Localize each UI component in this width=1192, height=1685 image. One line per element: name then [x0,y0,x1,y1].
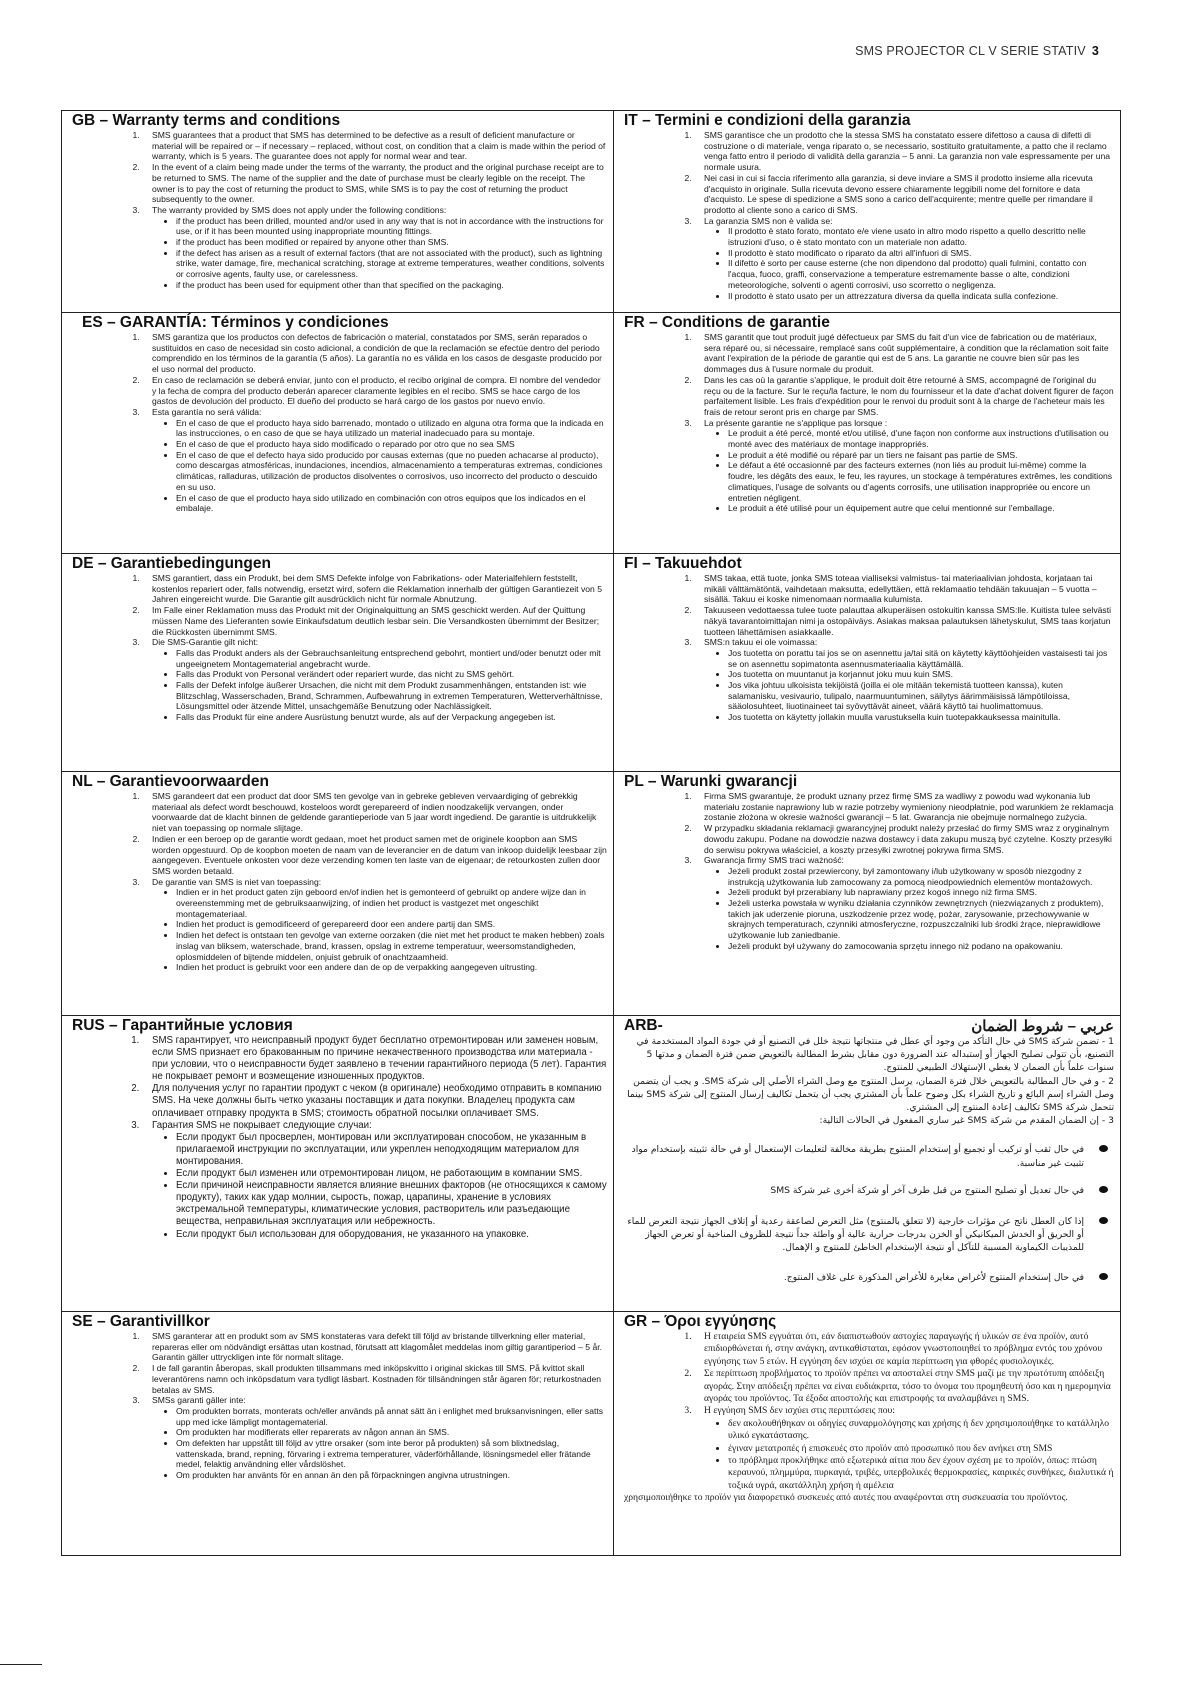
exclusion-item: • το πρόβλημα προκλήθηκε από εξωτερικά αίτια που δεν έχουν σχέση με το προϊόν, όπως: πτώση κεραυνού, πλημμύρα, πυρκαγιά, τριβές, υπερβολικές θερμοκρασίες, καιρικές συνθήκες, διαλυτικά ή τοξικά υγρά, ακατάλληλη χρήση ή αμέλεια [728,1455,1114,1492]
exclusion-list [152,418,607,514]
arb-bullet: إذا كان العطل ناتج عن مؤثرات خارجية (لا تتعلق بالمنتوج) مثل التعرض لصاعقة رعدية أو إتلاف الجهاز نتيجة التعرض للماء أو الحريق أو الخدش الميكانيكي أو الخزن بدرجات حرارية عالية أو واطئة جداً نتيجة للظروف المناخية أو تعرض الجهاز للمذيبات الكيماوية المسببة للتآكل أو نتيجة الإستخدام الخاطئ للمنتوج و الإهمال. [624,1215,1114,1255]
section-title: FI – Takuuehdot [624,555,742,572]
exclusion-list [152,1406,607,1481]
exclusion-item: • Il prodotto è stato usato per un attrezzatura diversa da quella indicata sulla confezione. [728,291,1114,302]
term-text: SMS:n takuu ei ole voimassa: [704,637,818,648]
exclusion-list [704,648,1114,723]
section-pl [613,771,1120,1015]
exclusion-item: • έγιναν μετατροπές ή επισκευές στο προϊόν από προσωπικό που δεν ανήκει στη SMS [728,1443,1114,1455]
section-se [61,1311,613,1555]
term-text: Gwarancja firmy SMS traci ważność: [704,855,844,866]
terms-list [72,332,607,514]
terms-list [72,791,607,973]
term-item: 2. W przypadku składania reklamacji gwarancyjnej produkt należy przesłać do firmy SMS wraz z oryginalnym dowodu zakupu. Podane na dowodzie nazwa dostawcy i data zakupu muszą być czytelne. Koszty przesyłki do serwisu pokrywa właściciel, a koszty przesyłki zwrotnej pokrywa firma SMS. [694,823,1114,855]
exclusion-item: • Jos tuotetta on muuntanut ja korjannut joku muu kuin SMS. [728,669,1114,680]
term-item: 2. Dans les cas où la garantie s'applique, le produit doit être retourné à SMS, accompagné de l'original du reçu ou de la facture. Sur le reçu/la facture, le nom du fournisseur et la date d'achat doivent figurer de façon parfaitement lisible. Les frais d'expédition pour le renvoi du produit sont à la charge de l'acheteur mais les frais de retour seront pris en charge par SMS. [694,375,1114,418]
exclusion-item: • δεν ακολουθήθηκαν οι οδηγίες συναρμολόγησης και χρήσης ή δεν χρησιμοποιήθηκε το κατάλληλο υλικό εγκατάστασης. [728,1418,1114,1443]
section-title: PL – Warunki gwarancji [624,773,798,790]
term-continuation: χρησιμοποιήθηκε το προϊόν για διαφορετικό συσκευές από αυτές που αναφέρονται στη συσκευασία του προϊόντος. [624,1492,1068,1504]
terms-list [72,573,607,723]
section-arb [613,1015,1120,1311]
section-es [61,312,613,553]
term-item [694,216,1114,302]
term-item [694,1405,1114,1492]
exclusion-item: • Om produkten borrats, monterats och/eller används på annat sätt än i enlighet med bruksanvisningen, eller satts upp med icke lämpligt montagematerial. [176,1406,607,1427]
term-text: Гарантия SMS не покрывает следующие случаи: [152,1119,372,1131]
section-title: GR – Όροι εγγύησης [624,1313,777,1330]
arb-paragraph: 3 - إن الضمان المقدم من شركة SMS غير ساري المفعول في الحالات التالية: [819,1115,1114,1127]
term-text: SMSs garanti gäller inte: [152,1395,246,1406]
exclusion-item: • Om produkten har modifierats eller reparerats av någon annan än SMS. [176,1427,607,1438]
exclusion-item: • Indien het defect is ontstaan ten gevolge van externe oorzaken (die niet met het product te maken hebben) zoals inslag van bliksem, waterschade, brand, krassen, opslag in extreme temperatuur, weersomstandigheden, oplosmiddelen of bijtende middelen, onjuist gebruik of onachtzaamheid. [176,930,607,962]
exclusion-item: • En el caso de que el producto haya sido utilizado en combinación con otros equipos que los indicados en el embalaje. [176,493,607,514]
terms-list [624,332,1114,514]
term-text: La présente garantie ne s'applique pas lorsque : [704,417,888,428]
section-title: SE – Garantivillkor [72,1313,210,1330]
term-item: 2. I de fall garantin åberopas, skall produkten tillsammans med inköpskvitto i original skickas till SMS. På kvittot skall leverantörens namn och inköpsdatum vara tydligt läsbart. Kostnaden för tillsändningen står ägaren för; returkostnaden betalas av SMS. [142,1363,607,1395]
exclusion-item: • Если продукт был использован для оборудования, не указанного на упаковке. [176,1229,607,1241]
exclusion-item: • En el caso de que el defecto haya sido producido por causas externas (que no pueden achacarse al producto), como descargas atmosféricas, inundaciones, incendios, almacenamiento a temperaturas extremas, condiciones climáticas, ralladuras, utilización de productos disolventes o corrosivos, uso incorrecto del producto o descuido en su uso. [176,450,607,493]
section-fi [613,553,1120,771]
section-title: IT – Termini e condizioni della garanzia [624,112,911,129]
section-title: عربي – شروط الضمان [971,1018,1114,1035]
exclusion-item: • En el caso de que el producto haya sido barrenado, montado o utilizado en alguna otra forma que la indicada en las instrucciones, o en caso de que se haya utilizado un material inadecuado para su montaje. [176,418,607,439]
term-text: De garantie van SMS is niet van toepassing: [152,876,322,887]
exclusion-item: • if the product has been modified or repaired by anyone other than SMS. [176,237,607,248]
section-it [613,111,1120,312]
term-item [694,855,1114,951]
exclusion-item: • Le produit a été utilisé pour un équipement autre que celui mentionné sur l'emballage. [728,503,1114,514]
exclusion-list [704,226,1114,301]
section-title: FR – Conditions de garantie [624,314,830,331]
arb-bullet: في حال إستخدام المنتوج لأغراض مغايرة للأغراض المذكورة على غلاف المنتوج. [624,1271,1114,1284]
exclusion-item: • if the product has been drilled, mounted and/or used in any way that is not in accordance with the instructions for use, or if it has been mounted using inappropriate mounting fittings. [176,216,607,237]
exclusion-item: • if the product has been used for equipment other than that specified on the packaging. [176,280,607,291]
term-item: 1. SMS garantisce che un prodotto che la stessa SMS ha constatato essere difettoso a causa di difetti di costruzione o di materiale, venga riparato o, se necessario, sostituito gratuitamente, a patto che il reclamo venga fatto entro il periodo di validità della garanzia – 5 anni. La garanzia non vale espressamente per una normale usura. [694,130,1114,173]
exclusion-item: • Om defekten har uppstått till följd av yttre orsaker (som inte beror på produkten) så som blixtnedslag, vattenskada, brand, repning, förvaring i extrema temperaturer, väderförhållande, lösningsmedel eller frätande medel, felaktig användning eller vårdslöshet. [176,1438,607,1470]
exclusion-item: • Le défaut a été occasionné par des facteurs externes (non liés au produit lui-même) comme la foudre, les dégâts des eaux, le feu, les rayures, un stockage à températures extrêmes, les conditions climatiques, l'usage de solvants ou d'agents corrosifs, une utilisation inappropriée ou encore un entretien négligent. [728,460,1114,503]
document-title: SMS PROJECTOR CL V SERIE STATIV [855,44,1086,58]
term-text: Esta garantía no será válida: [152,406,262,417]
term-item: 1. Η εταιρεία SMS εγγυάται ότι, εάν διαπιστωθούν αστοχίες παραγωγής ή υλικών σε ένα προϊόν, αυτό επιδιορθώνεται ή, στην ανάγκη, αντικαθίσταται, εφόσον γνωστοποιηθεί το πρόβλημα εντός του χρόνου εγγύησης των 5 ετών. Η εγγύηση δεν ισχύει σε καμία περίπτωση για φθορές φυσιολογικές. [694,1331,1114,1368]
exclusion-list [152,648,607,723]
arb-bullet: في حال تعديل أو تصليح المنتوج من قبل طرف آخر أو شركة أخرى غير شركة SMS [624,1184,1114,1197]
term-item [142,1395,607,1481]
exclusion-list [704,428,1114,514]
exclusion-item: • Falls das Produkt für eine andere Ausrüstung benutzt wurde, als auf der Verpackung angegeben ist. [176,712,607,723]
arb-paragraph: 1 - تضمن شركة SMS في حال التأكد من وجود أي عطل في منتجاتها نتيجة خلل في التصنيع أو في جودة المواد المستخدمة في التصنيع، بأن تتولى تصليح الجهاز أو إستبداله عند الضرورة دون مقابل بشرط المطالبة بالتعويض ضمن فترة الضمان و مدتها 5 سنوات علماً بأن الضمان لا يغطي الإستهلاك الطبيعي للمنتوج. [636,1036,1114,1074]
exclusion-item: • Jos tuotetta on porattu tai jos se on asennettu ja/tai sitä on käytetty käyttöohjeiden vastaisesti tai jos se on asennettu sopimatonta asennusmateriaalia käyttämällä. [728,648,1114,669]
section-title: ES – GARANTÍA: Términos y condiciones [82,314,389,331]
term-item [142,205,607,291]
exclusion-item: • Если причиной неисправности является влияние внешних факторов (не относящихся к самому продукту), таких как удар молнии, сырость, пожар, царапины, хранение в условиях экстремальной температуры, климатические условия, растворитель или разъедающие вещества, неправильная эксплуатация или небрежность. [176,1180,607,1228]
term-item: 1. SMS garantiert, dass ein Produkt, bei dem SMS Defekte infolge von Fabrikations- oder Materialfehlern feststellt, kostenlos repariert oder, falls notwendig, ersetzt wird, sofern die Reklamation innerhalb der gültigen Garantiezeit von 5 Jahren eingereicht wurde. Die Garantie gilt ausdrücklich nicht für normale Abnutzung. [142,573,607,605]
terms-list [624,130,1114,301]
section-label: ARB- [624,1017,663,1034]
exclusion-item: • Falls das Produkt von Personal verändert oder repariert wurde, das nicht zu SMS gehört. [176,669,607,680]
terms-list [72,130,607,291]
exclusion-item: • Indien het product is gemodificeerd of gerepareerd door een andere partij dan SMS. [176,919,607,930]
exclusion-item: • Le produit a été percé, monté et/ou utilisé, d'une façon non conforme aux instructions d'utilisation ou monté avec des matériaux de montage inappropriés. [728,428,1114,449]
term-text: Η εγγύηση SMS δεν ισχύει στις περιπτώσεις που: [704,1405,895,1417]
terms-list [624,573,1114,723]
section-title: NL – Garantievoorwaarden [72,773,269,790]
exclusion-item: • Indien er in het product gaten zijn geboord en/of indien het is gemonteerd of gebruikt op andere wijze dan in overeenstemming met de gebruiksaanwijzing, of indien het product is vastgezet met ongeschikt montagemateriaal. [176,887,607,919]
warranty-grid [61,110,1121,1556]
term-item [694,418,1114,514]
term-item [142,407,607,514]
terms-list [624,791,1114,952]
exclusion-list [152,216,607,291]
arb-paragraph: 2 - و في حال المطالبة بالتعويض خلال فترة الضمان، يرسل المنتوج مع وصل الشراء الأصلي إلى شركة SMS. و يجب أن يتضمن وصل الشراء إسم البائع و تاريخ الشراء بكل وضوح علماً بأن المشتري يجب أن يتحمل تكاليف إرسال المنتوج إلى شركة SMS بينما تتحمل شركة SMS تكاليف إعادة المنتوج إلى المشتري. [627,1075,1114,1114]
exclusion-item: • Il difetto è sorto per cause esterne (che non dipendono dal prodotto) quali fulmini, contatto con l'acqua, fuoco, graffi, conservazione a temperature estremamente basse o alte, condizioni meteorologiche, solventi o agenti corrosivi, uso scorretto o negligenza. [728,258,1114,290]
term-item: 2. In the event of a claim being made under the terms of the warranty, the product and the original purchase receipt are to be returned to SMS. The name of the supplier and the date of purchase must be clearly legible on the receipt. The owner is to pay the cost of returning the product to SMS, while SMS is to pay the cost of returning the product subsequently to the owner. [142,162,607,205]
exclusion-item: • Falls das Produkt anders als der Gebrauchsanleitung entsprechend gebohrt, montiert und/oder benutzt oder mit ungeeignetem Montagematerial angebracht wurde. [176,648,607,669]
term-text: Die SMS-Garantie gilt nicht: [152,637,259,648]
exclusion-item: • Jos tuotetta on käytetty jollakin muulla varustuksella kuin tuotepakkauksessa mainitulla. [728,712,1114,723]
term-item: 2. Σε περίπτωση προβλήματος το προϊόν πρέπει να αποσταλεί στην SMS μαζί με την πρωτότυπη απόδειξη αγοράς. Στην απόδειξη πρέπει να είναι ευδιάκριτα, τόσο το όνομα του προμηθευτή όσο και η ημερομηνία αγοράς του προϊόντος. Τα έξοδα αποστολής και επιστροφής τα αναλαμβάνει η SMS. [694,1368,1114,1405]
term-item: 2. En caso de reclamación se deberá enviar, junto con el producto, el recibo original de compra. El nombre del vendedor y la fecha de compra del producto deberán aparecer claramente legibles en el recibo. SMS se hace cargo de los gastos de devolución del producto. El dueño del producto se hará cargo de los gastos por nuevo envío. [142,375,607,407]
section-fr [613,312,1120,553]
term-text: The warranty provided by SMS does not apply under the following conditions: [152,204,447,215]
section-gb [61,111,613,312]
arb-bullet: في حال ثقب أو تركيب أو تجميع أو إستخدام المنتوج بطريقة مخالفة لتعليمات الإستعمال أو في حالة تثبيته بإستخدام مواد تثبيت غير مناسبة. [624,1143,1114,1169]
exclusion-item: • Falls der Defekt infolge äußerer Ursachen, die nicht mit dem Produkt zusammenhängen, entstanden ist: wie Blitzschlag, Wasserschaden, Brand, Schrammen, Aufbewahrung in extremen Temperaturen, Wetterverhältnisse, Lösungsmittel oder ätzende Mittel, unsachgemäße Benutzung oder Nachlässigkeit. [176,680,607,712]
exclusion-list [152,1132,607,1241]
exclusion-item: • Il prodotto è stato forato, montato e/e viene usato in altro modo rispetto a quello descritto nelle istruzioni d'uso, o è stato montato con un materiale non adatto. [728,226,1114,247]
exclusion-item: • Если продукт был изменен или отремонтирован лицом, не работающим в компании SMS. [176,1168,607,1180]
page-header [855,44,1099,58]
section-rus [61,1015,613,1311]
section-title: GB – Warranty terms and conditions [72,112,341,129]
exclusion-item: • Jos vika johtuu ulkoisista tekijöistä (joilla ei ole mitään tekemistä tuotteen kanssa), kuten salamanisku, vesivaurio, tulipalo, naarmuuntuminen, säilytys äärimmäisissä lämpötiloissa, sääolosuhteet, liuotinaineet tai syövyttävät aineet, väärä käyttö tai huolimattomuus. [728,680,1114,712]
section-title: RUS – Гарантийные условия [72,1017,293,1034]
exclusion-item: • if the defect has arisen as a result of external factors (that are not associated with the product), such as lightning strike, water damage, fire, mechanical scratching, storage at extreme temperatures, weather conditions, solvents or corrosive agents, faulty use, or carelessness. [176,248,607,280]
arb-heading [624,1017,1114,1035]
term-item: 1. SMS гарантирует, что неисправный продукт будет бесплатно отремонтирован или заменен новым, если SMS признает его бракованным по причине некачественного производства или материала - при условии, что о неисправности будет заявлено в течении гарантийного периода (5 лет). Гарантия не покрывает ремонт и возмещение изношенных продуктов. [142,1035,607,1083]
exclusion-item: • Jeżeli produkt był przerabiany lub naprawiany przez kogoś innego niż firma SMS. [728,887,1114,898]
terms-list [72,1331,607,1481]
term-item [142,877,607,973]
term-text: La garanzia SMS non è valida se: [704,215,833,226]
term-item: 1. SMS takaa, että tuote, jonka SMS toteaa vialliseksi valmistus- tai materiaalivian johdosta, korjataan tai mikäli välttämätöntä, vaihdetaan maksutta, edellyttäen, että reklamaatio tehdään takuuajan – 5 vuotta – sisällä. Takuu ei koske nimenomaan normaalia kulumista. [694,573,1114,605]
section-nl [61,771,613,1015]
section-de [61,553,613,771]
terms-list [72,1035,607,1241]
terms-list [624,1331,1114,1492]
term-item: 2. Indien er een beroep op de garantie wordt gedaan, moet het product samen met de originele koopbon aan SMS worden opgestuurd. Op de koopbon moeten de naam van de leverancier en de datum van inkoop duidelijk leesbaar zijn aangegeven. Eventuele onkosten voor deze verzending komen ten laste van de eigenaar; de retourkosten zullen door SMS worden betaald. [142,834,607,877]
term-item: 1. SMS garantit que tout produit jugé défectueux par SMS du fait d'un vice de fabrication ou de matériaux, sera réparé ou, si nécessaire, remplacé sans coût supplémentaire, à condition que la réclamation soit faite avant l'expiration de la période de garantie qui est de 5 ans. La garantie ne couvre bien sûr pas les dommages dus à l'usure normale du produit. [694,332,1114,375]
term-item [142,1120,607,1241]
exclusion-item: • Indien het product is gebruikt voor een andere dan de op de verpakking aangegeven uitrusting. [176,962,607,973]
exclusion-item: • En el caso de que el producto haya sido modificado o reparado por otro que no sea SMS [176,439,607,450]
exclusion-list [704,1418,1114,1492]
exclusion-item: • Если продукт был просверлен, монтирован или эксплуатирован способом, не указанным в прилагаемой инструкции по эксплуатации, или укреплен неподходящим материалом для монтирования. [176,1132,607,1168]
section-title: DE – Garantiebedingungen [72,555,271,572]
crop-mark [0,1664,42,1685]
term-item: 2. Im Falle einer Reklamation muss das Produkt mit der Originalquittung an SMS geschickt werden. Auf der Quittung müssen Name des Lieferanten sowie Einkaufsdatum deutlich lesbar sein. Die Versandkosten übernimmt der Besitzer; die Rückkosten übernimmt SMS. [142,605,607,637]
exclusion-item: • Le produit a été modifié ou réparé par un tiers ne faisant pas partie de SMS. [728,450,1114,461]
exclusion-item: • Om produkten har använts för en annan än den på förpackningen angivna utrustningen. [176,1470,607,1481]
term-item: 1. SMS guarantees that a product that SMS has determined to be defective as a result of deficient manufacture or material will be repaired or – if necessary – replaced, without cost, on condition that a claim is made within the period of warranty, which is 5 years. The guarantee does not apply for normal wear and tear. [142,130,607,162]
section-gr [613,1311,1120,1555]
exclusion-item: • Il prodotto è stato modificato o riparato da altri all'infuori di SMS. [728,248,1114,259]
page-number: 3 [1091,44,1099,58]
exclusion-item: • Jeżeli produkt został przewiercony, był zamontowany i/lub użytkowany w sposób niezgodny z instrukcją użytkowania lub zamocowany za pomocą nieodpowiednich elementów montażowych. [728,866,1114,887]
exclusion-list [152,887,607,973]
term-item [142,637,607,723]
term-item: 1. Firma SMS gwarantuje, że produkt uznany przez firmę SMS za wadliwy z powodu wad wykonania lub materiału zostanie naprawiony lub w razie potrzeby wymieniony nieodpłatnie, pod warunkiem że reklamacja zostanie złożona w okresie ważności gwarancji – 5 lat. Gwarancja nie obejmuje normalnego zużycia. [694,791,1114,823]
exclusion-item: • Jeżeli usterka powstała w wyniku działania czynników zewnętrznych (niezwiązanych z produktem), takich jak uderzenie pioruna, uszkodzenie przez wodę, pożar, zarysowanie, przechowywanie w skrajnych temperaturach, czynniki atmosferyczne, rozpuszczalniki lub środki żrące, nieprawidłowe użytkowanie lub zaniedbanie. [728,898,1114,941]
term-item: 1. SMS garanterar att en produkt som av SMS konstateras vara defekt till följd av bristande tillverkning eller material, repareras eller om nödvändigt ersättas utan kostnad, förutsatt att klagomålet meddelas inom giltig garantiperiod – 5 år. Garantin gäller uttryckligen inte för normalt slitage. [142,1331,607,1363]
exclusion-list [704,866,1114,952]
exclusion-item: • Jeżeli produkt był używany do zamocowania sprzętu innego niż podano na opakowaniu. [728,941,1114,952]
term-item: 2. Takuuseen vedottaessa tulee tuote palauttaa alkuperäisen ostokuitin kanssa SMS:lle. Kuitista tulee selvästi näkyä tavarantoimittajan nimi ja ostopäiväys. Asiakas maksaa palautuksen lähetyskulut, SMS taas korjatun tuotteen lähettämisen asiakkaalle. [694,605,1114,637]
term-item: 1. SMS garantiza que los productos con defectos de fabricación o material, constatados por SMS, serán reparados o sustituidos en caso de necesidad sin costo adicional, a condición de que la reclamación se efectúe dentro del periodo comprendido en los términos de la garantía (5 años). La garantía no es válida en los casos de desgaste producido por el uso normal del producto. [142,332,607,375]
term-item: 1. SMS garandeert dat een product dat door SMS ten gevolge van in gebreke gebleven vervaardiging of gebrekkig materiaal als defect wordt beschouwd, kosteloos wordt gerepareerd of indien noodzakelijk vervangen, onder voorwaarde dat de klacht binnen de geldende garantieperiode van 5 jaar wordt ingediend. De garantie is uitdrukkelijk niet van toepassing op normale slijtage. [142,791,607,834]
term-item [694,637,1114,723]
term-item: 2. Для получения услуг по гарантии продукт с чеком (в оригинале) необходимо отправить в компанию SMS. На чеке должны быть четко указаны поставщик и дата покупки. Владелец продукта сам оплачивает отправку продукта в SMS; стоимость обратной посылки оплачивает SMS. [142,1083,607,1119]
term-item: 2. Nei casi in cui si faccia riferimento alla garanzia, si deve inviare a SMS il prodotto insieme alla ricevuta d'acquisto in originale. Sulla ricevuta devono essere chiaramente leggibili nome del fornitore e data d'acquisto. Le spese di spedizione a SMS sono a carico dell'acquirente; mentre quelle per rimandare il prodotto al cliente sono a carico di SMS. [694,173,1114,216]
